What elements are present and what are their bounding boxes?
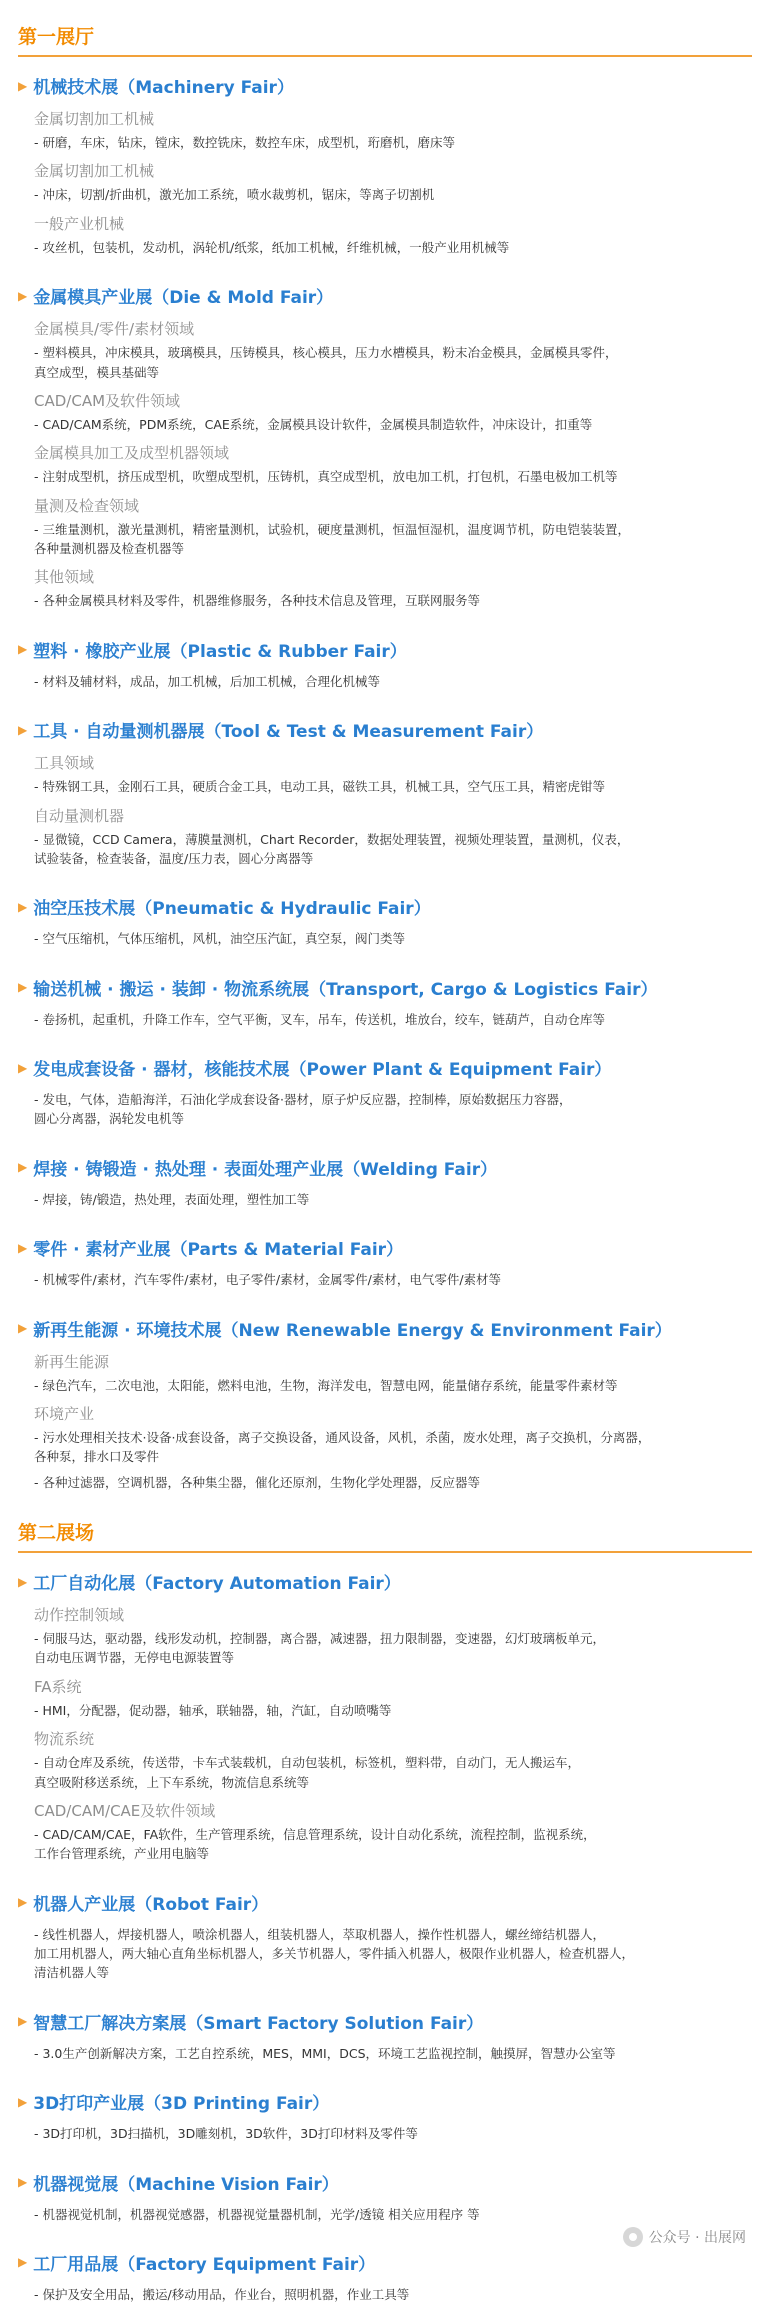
item-line: - 材料及辅材料，成品，加工机械，后加工机械，合理化机械等 [34,673,380,689]
item-group [34,442,752,486]
item-list [34,520,752,559]
section-title [18,894,752,919]
item-list [34,467,752,486]
item-group [34,2044,752,2063]
section-title [18,2089,752,2114]
item-group [34,566,752,610]
section-title [18,2170,752,2195]
item-group [34,1403,752,1467]
section-title-text: 塑料 · 橡胶产业展（Plastic & Rubber Fair） [33,641,407,662]
triangle-bullet-icon: ▶ [18,722,28,737]
section-title-text: 智慧工厂解决方案展（Smart Factory Solution Fair） [33,2013,484,2034]
section-title [18,1235,752,1260]
section-title [18,1155,752,1180]
section-title-text: 金属模具产业展（Die & Mold Fair） [33,288,334,309]
exhibit-section [18,2089,752,2143]
group-subtitle: 物流系统 [34,1730,95,1749]
section-title-text: 发电成套设备 · 器材，核能技术展（Power Plant & Equipment Fair） [33,1060,612,1080]
item-group [34,929,752,948]
triangle-bullet-icon: ▶ [18,1060,28,1075]
section-title [18,1055,752,1080]
item-list [34,777,752,796]
section-title-text: 3D打印产业展（3D Printing Fair） [33,2094,330,2115]
item-list [34,238,752,257]
section-title [18,73,752,98]
item-list [34,2044,752,2063]
section-title-text: 新再生能源 · 环境技术展（New Renewable Energy & Environment Fair） [33,1320,672,1341]
item-list [34,1270,752,1289]
item-line: - 污水处理相关技术·设备·成套设备，离子交换设备，通风设备，风机，杀菌，废水处理，离子交换机，分离器， [34,1429,651,1445]
item-line: - 攻丝机，包装机，发动机，涡轮机/纸浆，纸加工机械，纤维机械，一般产业用机械等 [34,239,510,255]
group-subtitle: 动作控制领域 [34,1606,125,1624]
item-list [34,929,752,948]
item-line: - 卷扬机，起重机，升降工作车，空气平衡，叉车，吊车，传送机，堆放台，绞车，链葫芦，自动仓库等 [34,1011,605,1027]
group-subtitle: CAD/CAM/CAE及软件领域 [34,1801,216,1820]
item-list [34,2205,752,2224]
triangle-bullet-icon: ▶ [18,1240,28,1255]
exhibit-section [18,975,752,1029]
triangle-bullet-icon: ▶ [18,1321,28,1335]
item-list [34,1753,752,1792]
group-subtitle: 环境产业 [34,1404,95,1423]
section-title-text: 工具 · 自动量测机器展（Tool & Test & Measurement Fair） [33,722,544,743]
exhibit-section [18,1235,752,1289]
item-line: - 冲床，切割/折曲机，激光加工系统，喷水裁剪机，锯床，等离子切割机 [34,187,435,203]
triangle-bullet-icon: ▶ [18,1895,28,1910]
item-line: - 各种金属模具材料及零件，机器维修服务，各种技术信息及管理，互联网服务等 [34,593,480,609]
item-list [34,1825,752,1864]
item-line: - 特殊钢工具，金刚石工具，硬质合金工具，电动工具，磁铁工具，机械工具，空气压工具，精密虎钳等 [34,779,605,795]
item-group [34,805,752,869]
item-list [34,415,752,434]
item-group [34,1604,752,1668]
item-line: - 线性机器人，焊接机器人，喷涂机器人，组装机器人，萃取机器人，操作性机器人，螺丝缔结机器人， [34,1926,605,1942]
triangle-bullet-icon: ▶ [18,642,28,657]
group-subtitle: 金属切割加工机械 [34,162,155,181]
group-subtitle: CAD/CAM及软件领域 [34,391,181,410]
item-line: - 绿色汽车，二次电池，太阳能，燃料电池，生物，海洋发电，智慧电网，能量储存系统，能量零件素材等 [34,1377,618,1393]
item-group [34,1925,752,1983]
triangle-bullet-icon: ▶ [18,2094,28,2109]
group-subtitle: 金属模具加工及成型机器领域 [34,444,230,463]
section-title-text: 焊接 · 铸锻造 · 热处理 · 表面处理产业展（Welding Fair） [33,1159,498,1180]
item-list [34,672,752,691]
group-subtitle: 金属切割加工机械 [34,110,155,128]
group-subtitle: 自动量测机器 [34,806,125,825]
item-group [34,1800,752,1864]
watermark [623,2227,746,2247]
item-list [34,1473,752,1492]
exhibition-hall [18,22,752,1492]
item-line: 真空成型，模具基础等 [34,364,160,380]
exhibition-hall [18,1518,752,2304]
item-group [34,318,752,382]
exhibit-section [18,2009,752,2063]
item-line: - 空气压缩机，气体压缩机，风机，油空压汽缸，真空泵，阀门类等 [34,931,405,947]
section-title-text: 工厂自动化展（Factory Automation Fair） [33,1574,401,1594]
item-list [34,1090,752,1129]
item-group [34,672,752,691]
exhibit-section [18,1055,752,1129]
item-group [34,1270,752,1289]
item-group [34,1676,752,1720]
item-group [34,1351,752,1395]
exhibit-section [18,2170,752,2224]
group-subtitle: 其他领域 [34,568,95,587]
item-line: - 3.0生产创新解决方案，工艺自控系统，MES，MMI，DCS，环境工艺监视控制，触摸屏，智慧办公室等 [34,2045,616,2061]
group-subtitle: 一般产业机械 [34,214,125,233]
item-list [34,133,752,152]
item-group [34,1728,752,1792]
item-line: - 自动仓库及系统，传送带，卡车式装载机，自动包装机，标签机，塑料带，自动门，无人搬运车， [34,1755,580,1771]
section-title-text: 工厂用品展（Factory Equipment Fair） [33,2254,376,2275]
item-list [34,830,752,869]
section-title-text: 机器视觉展（Machine Vision Fair） [33,2174,339,2195]
item-line: - 机械零件/素材，汽车零件/素材，电子零件/素材，金属零件/素材，电气零件/素材等 [34,1272,502,1288]
exhibit-section [18,717,752,868]
item-line: 试验装备，检查装备，温度/压力表，圆心分离器等 [34,850,314,866]
item-list [34,591,752,610]
item-list [34,1190,752,1209]
item-line: 各种量测机器及检查机器等 [34,541,185,556]
item-list [34,2124,752,2143]
item-list [34,1428,752,1467]
group-subtitle: 工具领域 [34,754,95,773]
item-group [34,1090,752,1129]
section-title [18,717,752,742]
item-list [34,1925,752,1983]
item-line: 工作台管理系统，产业用电脑等 [34,1846,210,1862]
item-line: - 机器视觉机制，机器视觉感器，机器视觉量器机制，光学/透镜 相关应用程序 等 [34,2206,480,2222]
section-title-text: 机器人产业展（Robot Fair） [33,1894,269,1915]
item-list [34,1376,752,1395]
section-title [18,637,752,662]
group-subtitle: 新再生能源 [34,1352,110,1371]
item-line: - CAD/CAM系统，PDM系统，CAE系统，金属模具设计软件，金属模具制造软件，冲床设计，扣重等 [34,416,593,432]
item-line: 清洁机器人等 [34,1965,110,1981]
watermark-text: 公众号 · 出展网 [648,2230,746,2246]
section-title-text: 机械技术展（Machinery Fair） [33,78,294,98]
section-title-text: 油空压技术展（Pneumatic & Hydraulic Fair） [33,899,431,920]
hall-title: 第一展厅 [18,22,752,57]
item-line: - 三维量测机，激光量测机，精密量测机，试验机，硬度量测机，恒温恒湿机，温度调节机，防电铠装装置， [34,521,630,537]
item-line: 自动电压调节器，无停电电源装置等 [34,1650,235,1666]
item-line: - 塑料模具，冲床模具，玻璃模具，压铸模具，核心模具，压力水槽模具，粉末冶金模具，金属模具零件， [34,345,618,361]
exhibit-section [18,894,752,948]
exhibit-section [18,637,752,691]
section-title-text: 零件 · 素材产业展（Parts & Material Fair） [33,1240,404,1261]
section-title [18,283,752,308]
item-line: - 显微镜，CCD Camera，薄膜量测机，Chart Recorder，数据处理装置，视频处理装置，量测机，仪表， [34,831,630,847]
group-subtitle: 金属模具/零件/素材领域 [34,320,195,339]
item-group [34,108,752,152]
item-list [34,185,752,204]
item-list [34,2285,752,2304]
triangle-bullet-icon: ▶ [18,78,28,93]
triangle-bullet-icon: ▶ [18,1574,28,1589]
item-list [34,343,752,382]
item-line: 真空吸附移送系统，上下车系统，物流信息系统等 [34,1774,310,1790]
item-group [34,2124,752,2143]
exhibit-section [18,2250,752,2304]
item-line: - 发电，气体，造船海洋，石油化学成套设备·器材，原子炉反应器，控制棒，原始数据压力容器， [34,1092,572,1107]
wechat-icon [623,2227,643,2247]
item-list [34,1629,752,1668]
item-group [34,1190,752,1209]
item-line: - 各种过滤器，空调机器，各种集尘器，催化还原剂，生物化学处理器，反应器等 [34,1474,480,1490]
item-line: - 伺服马达，驱动器，线形发动机，控制器，离合器，减速器，扭力限制器，变速器，幻灯玻璃板单元， [34,1631,605,1646]
exhibit-section [18,1890,752,1983]
item-line: 各种泵，排水口及零件 [34,1449,160,1465]
triangle-bullet-icon: ▶ [18,899,28,914]
section-title-text: 输送机械 · 搬运 · 装卸 · 物流系统展（Transport, Cargo & Logistics Fair） [33,979,658,1000]
section-title [18,2250,752,2275]
item-group [34,2205,752,2224]
item-group [34,752,752,796]
exhibit-section [18,283,752,611]
triangle-bullet-icon: ▶ [18,2014,28,2029]
triangle-bullet-icon: ▶ [18,2255,28,2270]
item-line: - 保护及安全用品，搬运/移动用品，作业台，照明机器，作业工具等 [34,2286,410,2302]
section-title [18,975,752,1000]
section-title [18,1890,752,1915]
item-line: - 研磨，车床，钻床，镗床，数控铣床，数控车床，成型机，珩磨机，磨床等 [34,135,455,150]
exhibit-section [18,1569,752,1864]
item-list [34,1010,752,1029]
section-title [18,1569,752,1594]
exhibit-section [18,1155,752,1209]
hall-title: 第二展场 [18,1518,752,1553]
item-group [34,213,752,257]
item-list [34,1701,752,1720]
item-line: - 3D打印机，3D扫描机，3D雕刻机，3D软件，3D打印材料及零件等 [34,2126,418,2142]
item-line: - HMI，分配器，促动器，轴承，联轴器，轴，汽缸，自动喷嘴等 [34,1702,392,1718]
group-subtitle: FA系统 [34,1677,82,1696]
item-group [34,1473,752,1492]
item-line: 圆心分离器，涡轮发电机等 [34,1111,185,1127]
item-group [34,1010,752,1029]
exhibit-section [18,73,752,257]
triangle-bullet-icon: ▶ [18,1160,28,1175]
section-title [18,2009,752,2034]
item-group [34,160,752,204]
item-group [34,390,752,434]
section-title [18,1316,752,1341]
item-line: 加工用机器人，两大轴心直角坐标机器人，多关节机器人，零件插入机器人，极限作业机器人，检查机器人， [34,1946,635,1961]
exhibit-section [18,1316,752,1493]
item-group [34,495,752,559]
triangle-bullet-icon: ▶ [18,288,28,303]
item-line: - 焊接，铸/锻造，热处理，表面处理，塑性加工等 [34,1191,310,1207]
item-group [34,2285,752,2304]
triangle-bullet-icon: ▶ [18,2175,28,2189]
item-line: - 注射成型机，挤压成型机，吹塑成型机，压铸机，真空成型机，放电加工机，打包机，石墨电极加工机等 [34,469,618,485]
triangle-bullet-icon: ▶ [18,980,28,995]
item-line: - CAD/CAM/CAE，FA软件，生产管理系统，信息管理系统，设计自动化系统，流程控制，监视系统， [34,1826,596,1842]
group-subtitle: 量测及检查领域 [34,496,140,515]
